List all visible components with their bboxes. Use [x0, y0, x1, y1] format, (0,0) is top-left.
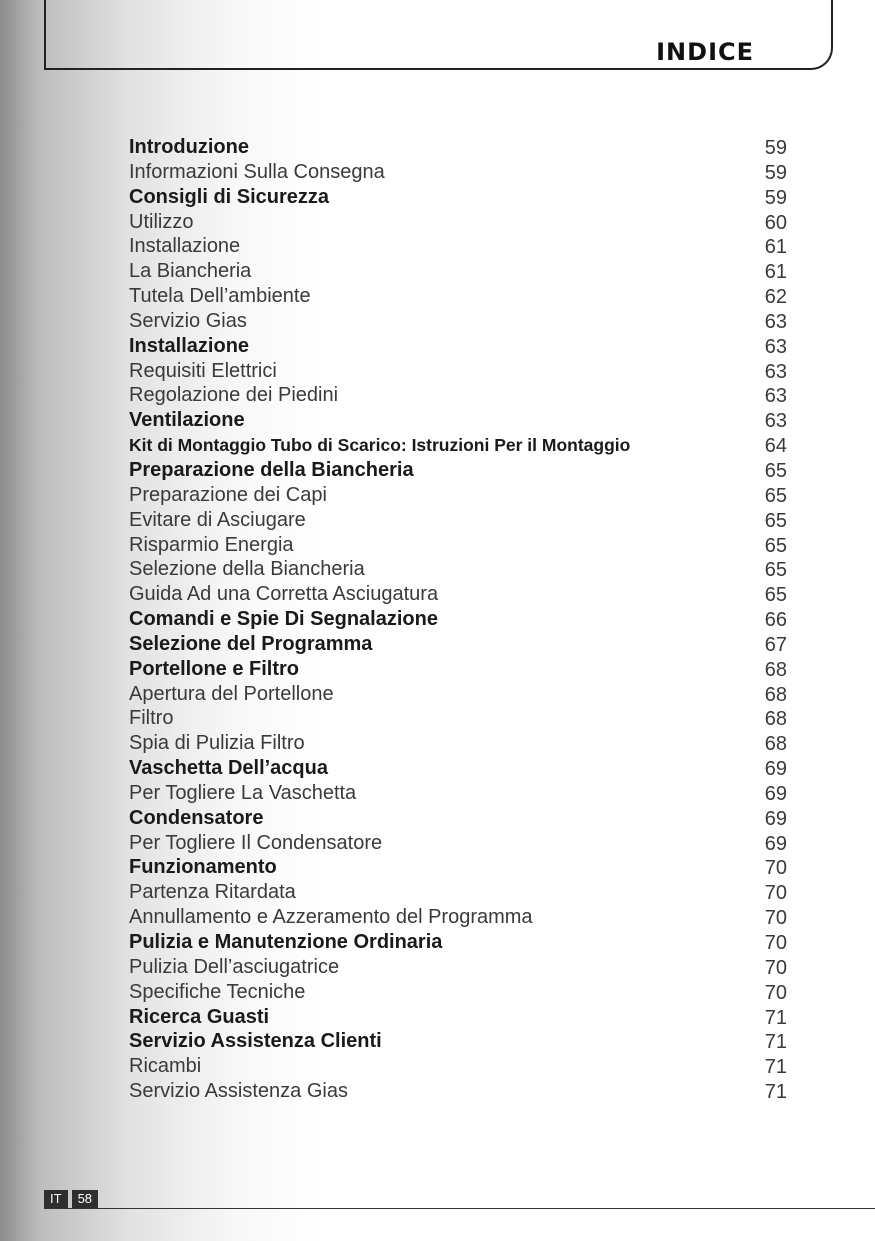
- toc-entry-label: Installazione: [129, 235, 241, 258]
- toc-entry-page: 69: [764, 782, 787, 805]
- toc-entry[interactable]: [129, 334, 789, 359]
- toc-entry[interactable]: [129, 806, 789, 831]
- toc-entry-label: Guida Ad una Corretta Asciugatura: [129, 583, 439, 606]
- toc-entry-page: 65: [764, 509, 787, 532]
- toc-entry-page: 71: [764, 1056, 787, 1079]
- toc-entry-page: 65: [764, 534, 787, 557]
- toc-entry-page: 70: [764, 956, 787, 979]
- toc-entry[interactable]: [129, 234, 789, 259]
- toc-entry[interactable]: [129, 632, 789, 657]
- toc-entry[interactable]: [129, 781, 789, 806]
- toc-entry[interactable]: [129, 955, 789, 980]
- toc-entry[interactable]: [129, 880, 789, 905]
- toc-entry-page: 70: [764, 857, 787, 880]
- toc-entry[interactable]: [129, 185, 789, 210]
- toc-entry[interactable]: [129, 135, 789, 160]
- toc-entry-label: Per Togliere Il Condensatore: [129, 831, 383, 854]
- toc-entry-label: Introduzione: [129, 136, 249, 158]
- toc-entry[interactable]: [129, 284, 789, 309]
- toc-entry[interactable]: [129, 210, 789, 235]
- toc-entry-page: 64: [764, 435, 787, 458]
- toc-entry[interactable]: [129, 930, 789, 955]
- toc-entry-page: 60: [764, 211, 787, 234]
- toc-entry[interactable]: [129, 533, 789, 558]
- toc-entry[interactable]: [129, 383, 789, 408]
- toc-entry[interactable]: [129, 1054, 789, 1079]
- toc-entry[interactable]: [129, 756, 789, 781]
- toc-entry[interactable]: [129, 433, 789, 458]
- toc-entry-label: Consigli di Sicurezza: [129, 185, 330, 208]
- footer-divider: [44, 1208, 875, 1209]
- toc-entry-label: Apertura del Portellone: [129, 682, 334, 705]
- toc-entry[interactable]: [129, 1005, 789, 1030]
- footer-badges: [44, 1190, 98, 1208]
- toc-entry-label: Informazioni Sulla Consegna: [129, 160, 385, 183]
- toc-entry-label: Selezione della Biancheria: [129, 558, 365, 581]
- toc-entry-page: 65: [764, 484, 787, 507]
- toc-entry-label: Condensatore: [129, 806, 264, 829]
- toc-entry-label: Pulizia e Manutenzione Ordinaria: [129, 931, 443, 953]
- toc-entry-page: 69: [764, 832, 787, 855]
- toc-entry-label: La Biancheria: [129, 260, 252, 283]
- toc-entry[interactable]: [129, 259, 789, 284]
- toc-entry-label: Kit di Montaggio Tubo di Scarico: Istruzioni Per il Montaggio: [129, 435, 631, 456]
- toc-entry[interactable]: [129, 508, 789, 533]
- toc-entry-page: 68: [764, 733, 787, 756]
- toc-entry-page: 70: [764, 981, 787, 1004]
- toc-entry-page: 67: [764, 633, 787, 656]
- toc-entry-label: Filtro: [129, 707, 174, 730]
- toc-entry-page: 70: [764, 932, 787, 954]
- toc-entry[interactable]: [129, 483, 789, 508]
- toc-entry-label: Requisiti Elettrici: [129, 359, 277, 382]
- toc-entry-page: 68: [764, 708, 787, 731]
- toc-entry-label: Annullamento e Azzeramento del Programma: [129, 906, 533, 929]
- toc-entry-label: Ricerca Guasti: [129, 1005, 270, 1028]
- language-badge: IT: [44, 1190, 68, 1208]
- toc-entry-label: Preparazione della Biancheria: [129, 458, 414, 481]
- toc-entry-page: 63: [764, 360, 787, 383]
- toc-entry-label: Vaschetta Dell’acqua: [129, 757, 328, 780]
- toc-entry-label: Selezione del Programma: [129, 632, 373, 655]
- toc-entry-page: 71: [764, 1006, 787, 1029]
- toc-entry-label: Spia di Pulizia Filtro: [129, 732, 305, 755]
- toc-entry-page: 70: [764, 882, 787, 905]
- toc-entry-label: Servizio Gias: [129, 309, 247, 332]
- toc-entry-page: 61: [764, 236, 787, 259]
- toc-entry-page: 65: [764, 559, 787, 582]
- toc-entry[interactable]: [129, 607, 789, 632]
- toc-entry-page: 69: [764, 807, 787, 830]
- toc-entry-page: 63: [764, 410, 787, 433]
- toc-entry-label: Partenza Ritardata: [129, 881, 296, 904]
- toc-entry-label: Preparazione dei Capi: [129, 483, 327, 506]
- toc-entry-page: 59: [764, 137, 787, 159]
- toc-entry-label: Pulizia Dell’asciugatrice: [129, 955, 340, 978]
- toc-entry[interactable]: [129, 855, 789, 880]
- toc-entry[interactable]: [129, 458, 789, 483]
- toc-entry-page: 61: [764, 261, 787, 284]
- toc-entry-label: Risparmio Energia: [129, 533, 294, 556]
- toc-entry-page: 70: [764, 907, 787, 930]
- toc-entry-page: 63: [764, 310, 787, 333]
- page-number-badge: 58: [72, 1190, 98, 1208]
- toc-entry[interactable]: [129, 160, 789, 185]
- toc-entry-label: Comandi e Spie Di Segnalazione: [129, 608, 438, 631]
- toc-entry-page: 65: [764, 584, 787, 607]
- toc-entry-label: Regolazione dei Piedini: [129, 384, 339, 407]
- toc-entry[interactable]: [129, 731, 789, 756]
- toc-entry-label: Funzionamento: [129, 856, 277, 879]
- toc-entry[interactable]: [129, 557, 789, 582]
- toc-entry-page: 66: [764, 609, 787, 632]
- toc-entry-page: 65: [764, 459, 787, 482]
- toc-entry[interactable]: [129, 408, 789, 433]
- toc-entry-page: 69: [764, 758, 787, 781]
- toc-entry-page: 63: [764, 385, 787, 408]
- toc-entry-page: 68: [764, 658, 787, 681]
- toc-entry-page: 59: [764, 161, 787, 184]
- toc-entry-page: 71: [764, 1081, 787, 1104]
- toc-entry[interactable]: [129, 657, 789, 682]
- toc-entry[interactable]: [129, 1029, 789, 1054]
- toc-entry[interactable]: [129, 1079, 789, 1104]
- toc-entry-page: 59: [764, 186, 787, 209]
- toc-entry-label: Ventilazione: [129, 409, 245, 432]
- toc-entry[interactable]: [129, 831, 789, 856]
- toc-entry-label: Installazione: [129, 334, 250, 357]
- toc-entry-label: Tutela Dell’ambiente: [129, 285, 311, 308]
- toc-entry-label: Evitare di Asciugare: [129, 508, 306, 531]
- page-title: INDICE: [656, 38, 754, 66]
- toc-entry-label: Specifiche Tecniche: [129, 980, 306, 1003]
- toc-entry[interactable]: [129, 582, 789, 607]
- toc-entry-label: Utilizzo: [129, 210, 194, 233]
- toc-entry[interactable]: [129, 359, 789, 384]
- toc-entry[interactable]: [129, 980, 789, 1005]
- toc-entry-page: 68: [764, 683, 787, 706]
- toc-entry[interactable]: [129, 309, 789, 334]
- toc-entry[interactable]: [129, 905, 789, 930]
- toc-entry-page: 62: [764, 286, 787, 309]
- toc-entry-label: Ricambi: [129, 1055, 202, 1078]
- toc-entry-label: Portellone e Filtro: [129, 657, 300, 680]
- toc-entry-page: 63: [764, 335, 787, 358]
- toc-entry-label: Servizio Assistenza Clienti: [129, 1030, 382, 1053]
- toc-entry-label: Servizio Assistenza Gias: [129, 1080, 348, 1103]
- table-of-contents: [129, 135, 789, 1104]
- toc-entry-page: 71: [764, 1031, 787, 1054]
- toc-entry[interactable]: [129, 706, 789, 731]
- toc-entry-label: Per Togliere La Vaschetta: [129, 781, 357, 804]
- toc-entry[interactable]: [129, 682, 789, 707]
